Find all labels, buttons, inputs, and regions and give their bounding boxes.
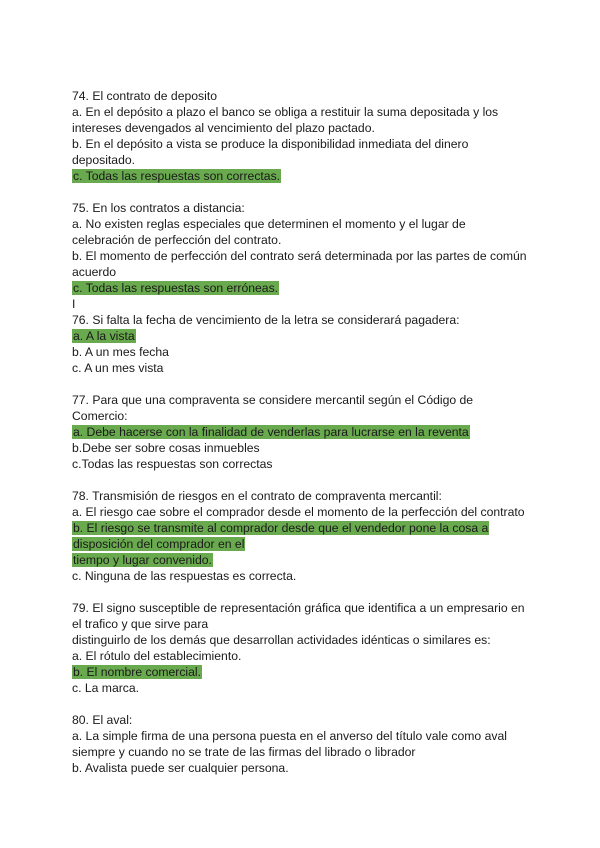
line-text: b. Avalista puede ser cualquier persona. (72, 761, 289, 775)
text-line (72, 744, 415, 760)
line-text: siempre y cuando no se trate de las firmas del librado o librador (72, 745, 416, 759)
text-line (72, 360, 163, 376)
text-line (72, 296, 75, 312)
text-line (72, 728, 507, 744)
text-line (72, 232, 281, 248)
text-line (72, 408, 128, 424)
line-text: b. El momento de perfección del contrato será determinada por las partes de común (72, 249, 527, 263)
line-text: a. Debe hacerse con la finalidad de venderlas para lucrarse en la reventa (73, 425, 469, 439)
line-text: 78. Transmisión de riesgos en el contrato de compraventa mercantil: (72, 489, 442, 503)
line-text: b.Debe ser sobre cosas inmuebles (72, 441, 260, 455)
line-text: 75. En los contratos a distancia: (72, 201, 245, 215)
text-line (72, 440, 260, 456)
text-line (72, 648, 241, 664)
text-line (72, 712, 132, 728)
highlighted-answer-line (72, 168, 281, 184)
line-text: 79. El signo susceptible de representación gráfica que identifica a un empresario en (72, 601, 525, 615)
text-line (72, 392, 473, 408)
highlighted-answer-line (72, 552, 213, 568)
line-text: a. No existen reglas especiales que determinen el momento y el lugar de (72, 217, 466, 231)
text-line (72, 120, 375, 136)
line-text: a. En el depósito a plazo el banco se obliga a restituir la suma depositada y los (72, 105, 499, 119)
text-line (72, 600, 525, 616)
text-line (72, 456, 273, 472)
text-line (72, 200, 245, 216)
text-line (72, 504, 525, 520)
line-text: a. El rótulo del establecimiento. (72, 649, 242, 663)
line-text: intereses devengados al vencimiento del plazo pactado. (72, 121, 375, 135)
line-text: c. Todas las respuestas son erróneas. (73, 281, 279, 295)
text-line (72, 248, 527, 264)
line-text: el trafico y que sirve para (72, 617, 209, 631)
text-line (72, 632, 491, 648)
line-text: depositado. (72, 153, 136, 167)
line-text: 76. Si falta la fecha de vencimiento de la letra se considerará pagadera: (72, 313, 460, 327)
line-text: 80. El aval: (72, 713, 133, 727)
text-line (72, 88, 217, 104)
line-text: I (72, 297, 76, 311)
line-text: distinguirlo de los demás que desarrollan actividades idénticas o similares es: (72, 633, 491, 647)
line-text: b. El riesgo se transmite al comprador desde que el vendedor pone la cosa a (73, 521, 489, 535)
text-line (72, 344, 169, 360)
highlighted-answer-line (72, 536, 245, 552)
line-text: a. A la vista (73, 329, 135, 343)
highlighted-answer-line (72, 664, 202, 680)
highlighted-answer-line (72, 280, 279, 296)
line-text: a. El riesgo cae sobre el comprador desde el momento de la perfección del contrato (72, 505, 525, 519)
line-text: a. La simple firma de una persona puesta en el anverso del título vale como aval (72, 729, 507, 743)
line-text: c. Ninguna de las respuestas es correcta. (72, 569, 297, 583)
line-text: c. A un mes vista (72, 361, 164, 375)
text-line (72, 680, 139, 696)
line-text: 74. El contrato de deposito (72, 89, 217, 103)
line-text: celebración de perfección del contrato. (72, 233, 282, 247)
text-line (72, 312, 460, 328)
highlighted-answer-line (72, 328, 136, 344)
text-line (72, 152, 135, 168)
line-text: c. Todas las respuestas son correctas. (73, 169, 281, 183)
text-line (72, 264, 116, 280)
text-line (72, 760, 289, 776)
line-text: c. La marca. (72, 681, 140, 695)
line-text: b. A un mes fecha (72, 345, 169, 359)
line-text: acuerdo (72, 265, 117, 279)
text-line (72, 616, 208, 632)
text-line (72, 136, 468, 152)
line-text: 77. Para que una compraventa se considere mercantil según el Código de (72, 393, 474, 407)
line-text: c.Todas las respuestas son correctas (72, 457, 273, 471)
highlighted-answer-line (72, 424, 470, 440)
highlighted-answer-line (72, 520, 489, 536)
line-text: Comercio: (72, 409, 128, 423)
line-text: tiempo y lugar convenido. (73, 553, 212, 567)
text-line (72, 104, 498, 120)
text-line (72, 488, 442, 504)
text-line (72, 216, 466, 232)
text-line (72, 568, 296, 584)
line-text: disposición del comprador en el (73, 537, 245, 551)
line-text: b. El nombre comercial. (73, 665, 202, 679)
line-text: b. En el depósito a vista se produce la disponibilidad inmediata del dinero (72, 137, 469, 151)
